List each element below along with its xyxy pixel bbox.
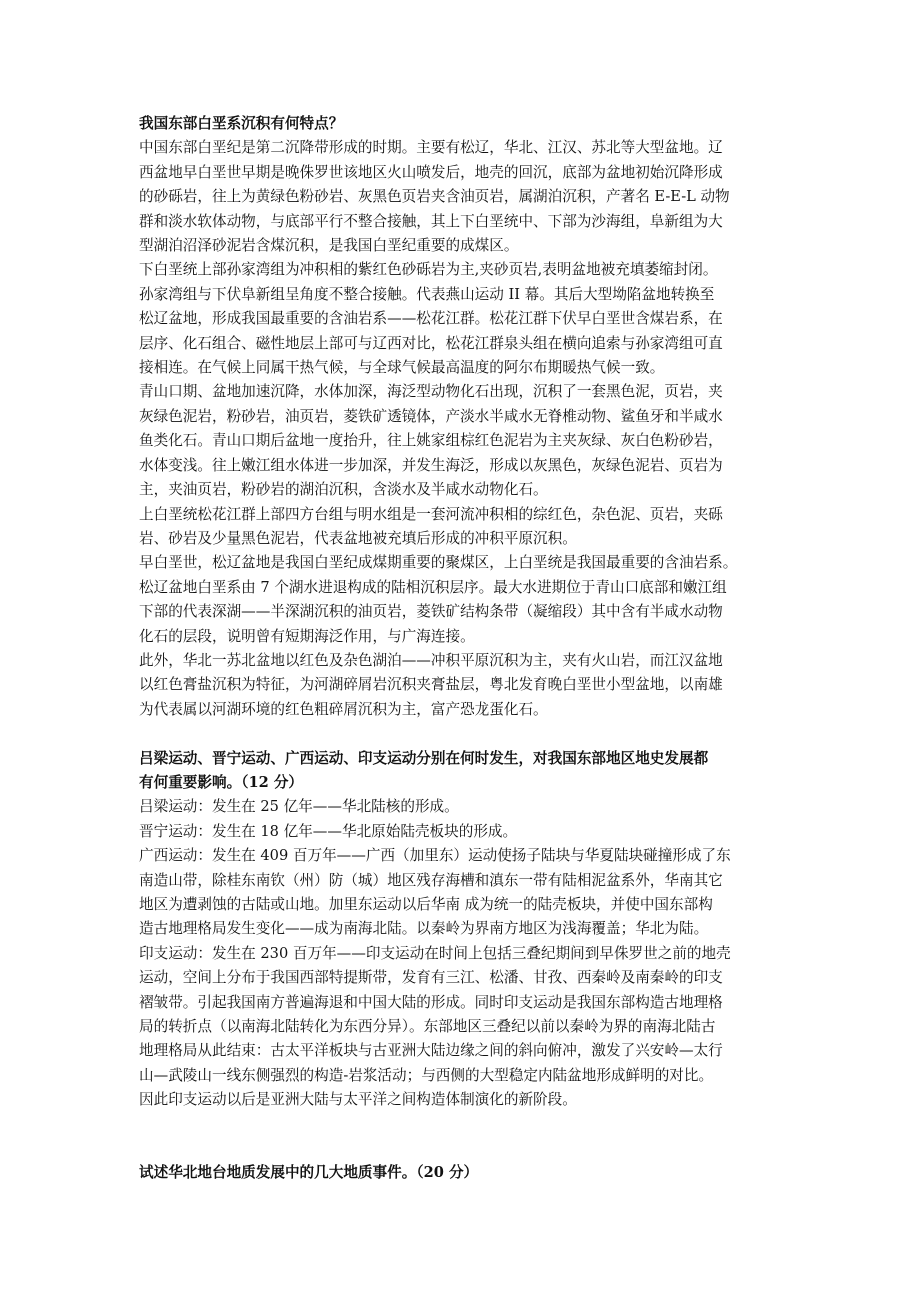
section-orogenies [139, 747, 787, 1113]
text-line: 松辽盆地，形成我国最重要的含油岩系——松花江群。松花江群下伏早白垩世含煤岩系，在 [139, 310, 723, 328]
question-heading: 我国东部白垩系沉积有何特点？ [139, 115, 344, 132]
question-heading: 吕梁运动、晋宁运动、广西运动、印支运动分别在何时发生，对我国东部地区地史发展都 [139, 749, 709, 767]
text-line: 松辽盆地白垩系由 7 个湖水进退构成的陆相沉积层序。最大水进期位于青山口底部和嫩江组 [139, 578, 727, 596]
question-heading: 有何重要影响。（12 分） [139, 773, 304, 791]
paragraph [139, 820, 787, 844]
text-line: 广西运动：发生在 409 百万年——广西（加里东）运动使扬子陆块与华夏陆块碰撞形成了东 [139, 847, 731, 865]
paragraph [139, 551, 787, 649]
paragraph [139, 503, 787, 552]
blank-line [139, 722, 787, 746]
text-line: 印支运动：发生在 230 百万年——印支运动在时间上包括三叠纪期间到早侏罗世之前的地壳 [139, 944, 731, 962]
text-line: 以红色膏盐沉积为特征，为河湖碎屑岩沉积夹膏盐层，粤北发育晚白垩世小型盆地，以南雄 [139, 676, 723, 694]
text-line: 中国东部白垩纪是第二沉降带形成的时期。主要有松辽，华北、江汉、苏北等大型盆地。辽 [139, 139, 723, 157]
text-line: 层序、化石组合、磁性地层上部可与辽西对比，松花江群泉头组在横向追索与孙家湾组可直 [139, 334, 723, 352]
text-line: 运动，空间上分布于我国西部特提斯带，发育有三江、松潘、甘孜、西秦岭及南秦岭的印支 [139, 969, 723, 987]
text-line: 南造山带，除桂东南钦（州）防（城）地区残存海槽和滇东一带有陆相泥盆系外，华南其它 [139, 871, 723, 889]
text-line: 孙家湾组与下伏阜新组呈角度不整合接触。代表燕山运动 II 幕。其后大型坳陷盆地转换至 [139, 285, 715, 303]
text-line: 地理格局从此结束：古太平洋板块与古亚洲大陆边缘之间的斜向俯冲，激发了兴安岭—太行 [139, 1042, 723, 1060]
text-line: 地区为遭剥蚀的古陆或山地。加里东运动以后华南 成为统一的陆壳板块，并使中国东部构 [139, 895, 713, 913]
paragraph [139, 258, 787, 380]
text-line: 上白垩统松花江群上部四方台组与明水组是一套河流冲积相的综红色，杂色泥、页岩，夹砾 [139, 505, 723, 523]
text-line: 接相连。在气候上同属干热气候，与全球气候最高温度的阿尔布期暖热气候一致。 [139, 359, 665, 377]
paragraph [139, 380, 787, 502]
text-line: 山—武陵山一线东侧强烈的构造-岩浆活动；与西侧的大型稳定内陆盆地形成鲜明的对比。 [139, 1066, 714, 1084]
text-line: 因此印支运动以后是亚洲大陆与太平洋之间构造体制演化的新阶段。 [139, 1091, 577, 1109]
text-line: 造古地理格局发生变化——成为南海北陆。以秦岭为界南方地区为浅海覆盖；华北为陆。 [139, 920, 709, 938]
question-heading: 试述华北地台地质发展中的几大地质事件。（20 分） [139, 1164, 479, 1182]
paragraph [139, 649, 787, 722]
section-north-china-events [139, 1161, 787, 1185]
text-line: 此外，华北一苏北盆地以红色及杂色湖泊——冲积平原沉积为主，夹有火山岩，而江汉盆地 [139, 651, 723, 669]
text-line: 灰绿色泥岩，粉砂岩，油页岩，菱铁矿透镜体，产淡水半咸水无脊椎动物、鲨鱼牙和半咸水 [139, 407, 723, 425]
paragraph [139, 844, 787, 942]
text-line: 水体变浅。往上嫩江组水体进一步加深，并发生海泛，形成以灰黑色，灰绿色泥岩、页岩为 [139, 456, 723, 474]
text-line: 吕梁运动：发生在 25 亿年——华北陆核的形成。 [139, 798, 459, 816]
text-line: 西盆地早白垩世早期是晚侏罗世该地区火山喷发后，地壳的回沉，底部为盆地初始沉降形成 [139, 163, 723, 181]
text-line: 鱼类化石。青山口期后盆地一度抬升，往上姚家组棕红色泥岩为主夹灰绿、灰白色粉砂岩， [139, 432, 723, 450]
text-line: 局的转折点（以南海北陆转化为东西分异）。东部地区三叠纪以前以秦岭为界的南海北陆古 [139, 1018, 716, 1036]
document-body [139, 112, 787, 1186]
text-line: 岩、砂岩及少量黑色泥岩，代表盆地被充填后形成的冲积平原沉积。 [139, 529, 577, 547]
blank-line [139, 1113, 787, 1162]
text-line: 早白垩世，松辽盆地是我国白垩纪成煤期重要的聚煤区，上白垩统是我国最重要的含油岩系。 [139, 554, 738, 572]
text-line: 下白垩统上部孙家湾组为冲积相的紫红色砂砾岩为主,夹砂页岩,表明盆地被充填萎缩封闭。 [139, 261, 718, 279]
text-line: 型湖泊沼泽砂泥岩含煤沉积，是我国白垩纪重要的成煤区。 [139, 237, 519, 255]
text-line: 青山口期、盆地加速沉降，水体加深，海泛型动物化石出现，沉积了一套黑色泥，页岩，夹 [139, 383, 723, 401]
text-line: 褶皱带。引起我国南方普遍海退和中国大陆的形成。同时印支运动是我国东部构造古地理格 [139, 993, 723, 1011]
text-line: 的砂砾岩，往上为黄绿色粉砂岩、灰黑色页岩夹含油页岩，属湖泊沉积，产著名 E-E-L 动物 [139, 188, 730, 206]
text-line: 主，夹油页岩，粉砂岩的湖泊沉积，含淡水及半咸水动物化石。 [139, 481, 548, 499]
text-line: 晋宁运动：发生在 18 亿年——华北原始陆壳板块的形成。 [139, 822, 518, 840]
text-line: 化石的层段，说明曾有短期海泛作用，与广海连接。 [139, 627, 475, 645]
text-line: 群和淡水软体动物，与底部平行不整合接触，其上下白垩统中、下部为沙海组，阜新组为大 [139, 212, 723, 230]
paragraph [139, 795, 787, 819]
text-line: 为代表属以河湖环境的红色粗碎屑沉积为主，富产恐龙蛋化石。 [139, 700, 548, 718]
text-line: 下部的代表深湖——半深湖沉积的油页岩，菱铁矿结构条带（凝缩段）其中含有半咸水动物 [139, 603, 723, 621]
paragraph [139, 942, 787, 1113]
paragraph [139, 136, 787, 258]
section-white-cretaceous [139, 112, 787, 722]
